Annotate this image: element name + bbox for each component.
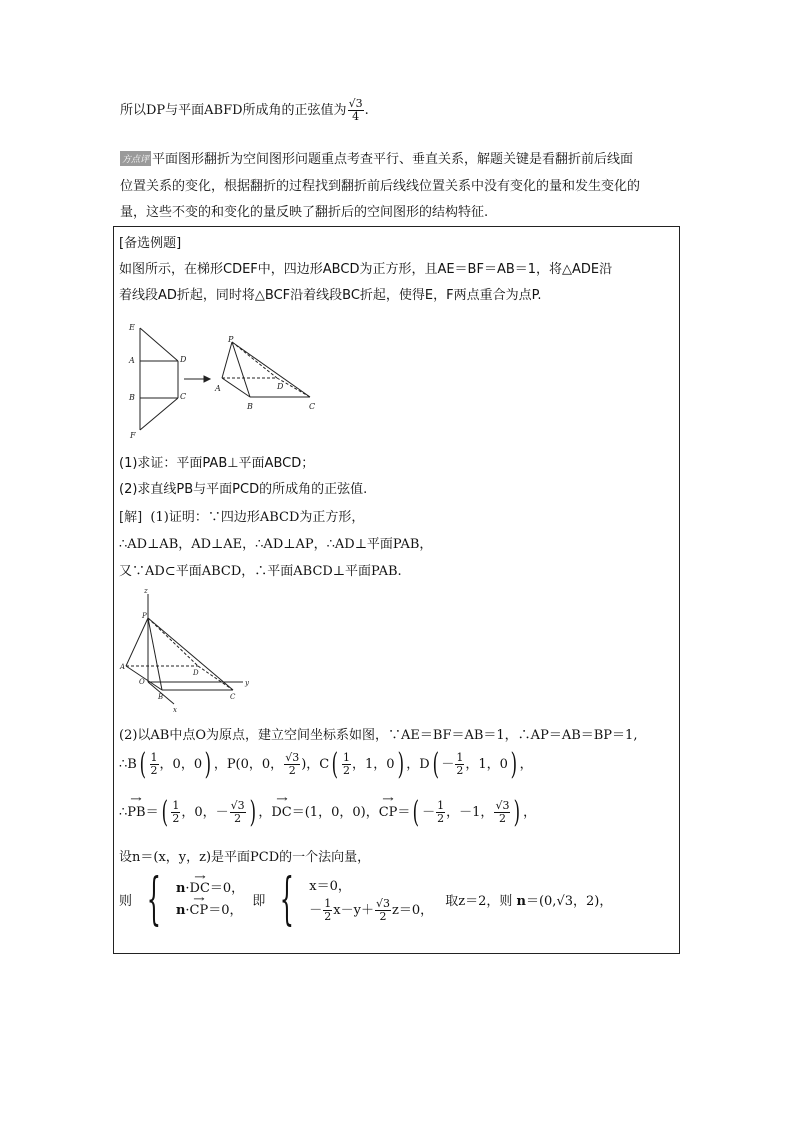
axis-label-z: z bbox=[144, 587, 148, 595]
vectors-line: ∴→ PB＝( $\frac{1}{2}$ ，0，－ $\frac{√3}{2}$ ) ，→ DC＝(1，0，0)，→ CP＝( － $\frac{1}{2}$ ，－1， $\frac{√3}{2}$ ) ， bbox=[119, 800, 536, 825]
label-E: E bbox=[129, 323, 135, 332]
sin-value-fraction: $\frac{√3}{4}$ bbox=[348, 97, 363, 123]
comment-line-2: 位置关系的变化，根据翻折的过程找到翻折前后线线位置关系中没有变化的量和发生变化的 bbox=[120, 179, 641, 194]
solution-line-1: [解] (1)证明：∵四边形ABCD为正方形， bbox=[119, 510, 365, 525]
problem-line-1: 如图所示，在梯形CDEF中，四边形ABCD为正方形，且AE＝BF＝AB＝1，将△ADE沿 bbox=[119, 262, 613, 277]
label-A-3d: A bbox=[215, 384, 221, 393]
solution-line-3: 又∵AD⊂平面ABCD，∴平面ABCD⊥平面PAB. bbox=[119, 564, 402, 579]
top-conclusion-line: 所以DP与平面ABFD所成角的正弦值为 $\frac{√3}{4}$ . bbox=[120, 97, 369, 123]
comment-line-3: 量，这些不变的和变化的量反映了翻折后的空间图形的结构特征. bbox=[120, 205, 489, 220]
label-P-3d: P bbox=[228, 335, 234, 344]
solution-tag: [解] bbox=[119, 510, 143, 525]
label-P2: P bbox=[142, 612, 147, 620]
figure-trapezoid-fold bbox=[122, 318, 332, 440]
top-conclusion-text: 所以DP与平面ABFD所成角的正弦值为 bbox=[120, 103, 347, 118]
label-O2: O bbox=[139, 678, 145, 686]
equation-system-line: 则 { n·→ DC＝0， n·→ CP＝0， 即 { x＝0， － $\frac{1}{2}$ x－y＋ $\frac{√3}{2}$ z＝0， 取z＝2，则 n＝(0,√3，2)， bbox=[119, 876, 612, 946]
label-F: F bbox=[130, 431, 136, 440]
solution-line-2: ∴AD⊥AB，AD⊥AE，∴AD⊥AP，∴AD⊥平面PAB， bbox=[119, 537, 433, 552]
label-D2: D bbox=[193, 669, 199, 677]
example-tag: [备选例题] bbox=[119, 236, 182, 251]
axis-label-x: x bbox=[173, 706, 177, 714]
label-B: B bbox=[129, 393, 135, 402]
label-A: A bbox=[129, 356, 135, 365]
solution-line-4: (2)以AB中点O为原点，建立空间坐标系如图，∵AE＝BF＝AB＝1，∴AP＝AB＝BP＝1, bbox=[119, 728, 638, 743]
comment-badge: 方点评 bbox=[120, 151, 151, 166]
normal-vector-intro: 设n＝(x，y，z)是平面PCD的一个法向量， bbox=[119, 850, 371, 865]
label-D: D bbox=[180, 355, 187, 364]
label-B-3d: B bbox=[247, 402, 253, 411]
problem-line-2: 着线段AD折起，同时将△BCF沿着线段BC折起，使得E，F两点重合为点P. bbox=[119, 288, 542, 303]
label-D-3d: D bbox=[277, 382, 284, 391]
comment-line-1: 方点评 平面图形翻折为空间图形问题重点考查平行、垂直关系，解题关键是看翻折前后线面 bbox=[122, 152, 634, 167]
label-C: C bbox=[180, 392, 187, 401]
question-1: (1)求证：平面PAB⊥平面ABCD； bbox=[119, 456, 315, 471]
label-B2: B bbox=[158, 693, 164, 701]
label-C2: C bbox=[230, 693, 236, 701]
label-A2: A bbox=[120, 663, 126, 671]
label-C-3d: C bbox=[309, 402, 316, 411]
coordinates-line: ∴B( $\frac{1}{2}$ ，0，0) ，P(0，0， $\frac{√3}{2}$ )，C( $\frac{1}{2}$ ，1，0) ，D( － $\frac{1}{2}$ ，1，0) ， bbox=[119, 746, 533, 782]
axis-label-y: y bbox=[245, 679, 249, 687]
question-2: (2)求直线PB与平面PCD的所成角的正弦值. bbox=[119, 482, 368, 497]
figure-coordinate-system bbox=[118, 586, 258, 714]
